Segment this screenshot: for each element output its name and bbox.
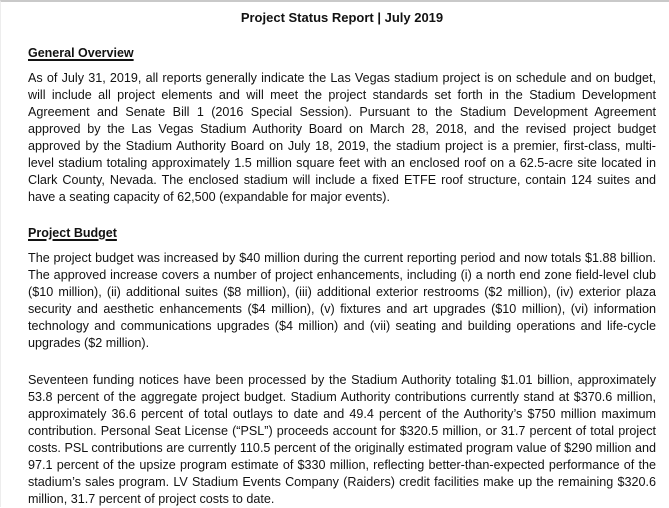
paragraph-general-overview: As of July 31, 2019, all reports generally indicate the Las Vegas stadium project is on schedule and on budget, will include all project elements and will meet the project standards set forth in the Stadium Development Agreement and Senate Bill 1 (2016 Special Session). Pursuant to the Stadium Development Agreement approved by the Las Vegas Stadium Authority Board on March 28, 2018, and the revised project budget approved by the Stadium Authority Board on July 18, 2019, the stadium project is a premier, first-class, multi-level stadium totaling approximately 1.5 million square feet with an enclosed roof on a 62.5-acre site located in Clark County, Nevada. The enclosed stadium will include a fixed ETFE roof structure, contain 124 suites and have a seating capacity of 62,500 (expandable for major events).	[28, 71, 656, 204]
paragraph-budget-increase: The project budget was increased by $40 million during the current reporting period and now totals $1.88 billion. The approved increase covers a number of project enhancements, including (i) a north end zone field-level club ($10 million), (ii) additional suites ($8 million), (iii) additional exterior restrooms ($2 million), (iv) exterior plaza security and aesthetic enhancements ($4 million), (v) fixtures and art upgrades ($10 million), (vi) information technology and communications upgrades ($4 million) and (vii) seating and building operations and life-cycle upgrades ($2 million).	[28, 251, 656, 350]
section-heading-general-overview: General Overview	[28, 46, 134, 60]
document-page	[1, 2, 669, 508]
section-heading-project-budget: Project Budget	[28, 226, 117, 240]
paragraph-funding-notices: Seventeen funding notices have been processed by the Stadium Authority totaling $1.01 billion, approximately 53.8 percent of the aggregate project budget. Stadium Authority contributions currently stand at $370.6 million, approximately 36.6 percent of total outlays to date and 49.4 percent of the Authority’s $750 million maximum contribution. Personal Seat License (“PSL”) proceeds account for $320.5 million, or 31.7 percent of total project costs. PSL contributions are currently 110.5 percent of the originally estimated program value of $290 million and 97.1 percent of the upsize program estimate of $330 million, reflecting better-than-expected performance of the stadium’s sales program. LV Stadium Events Company (Raiders) credit facilities make up the remaining $320.6 million, 31.7 percent of project costs to date.	[28, 373, 656, 506]
page-title: Project Status Report | July 2019	[240, 10, 444, 25]
